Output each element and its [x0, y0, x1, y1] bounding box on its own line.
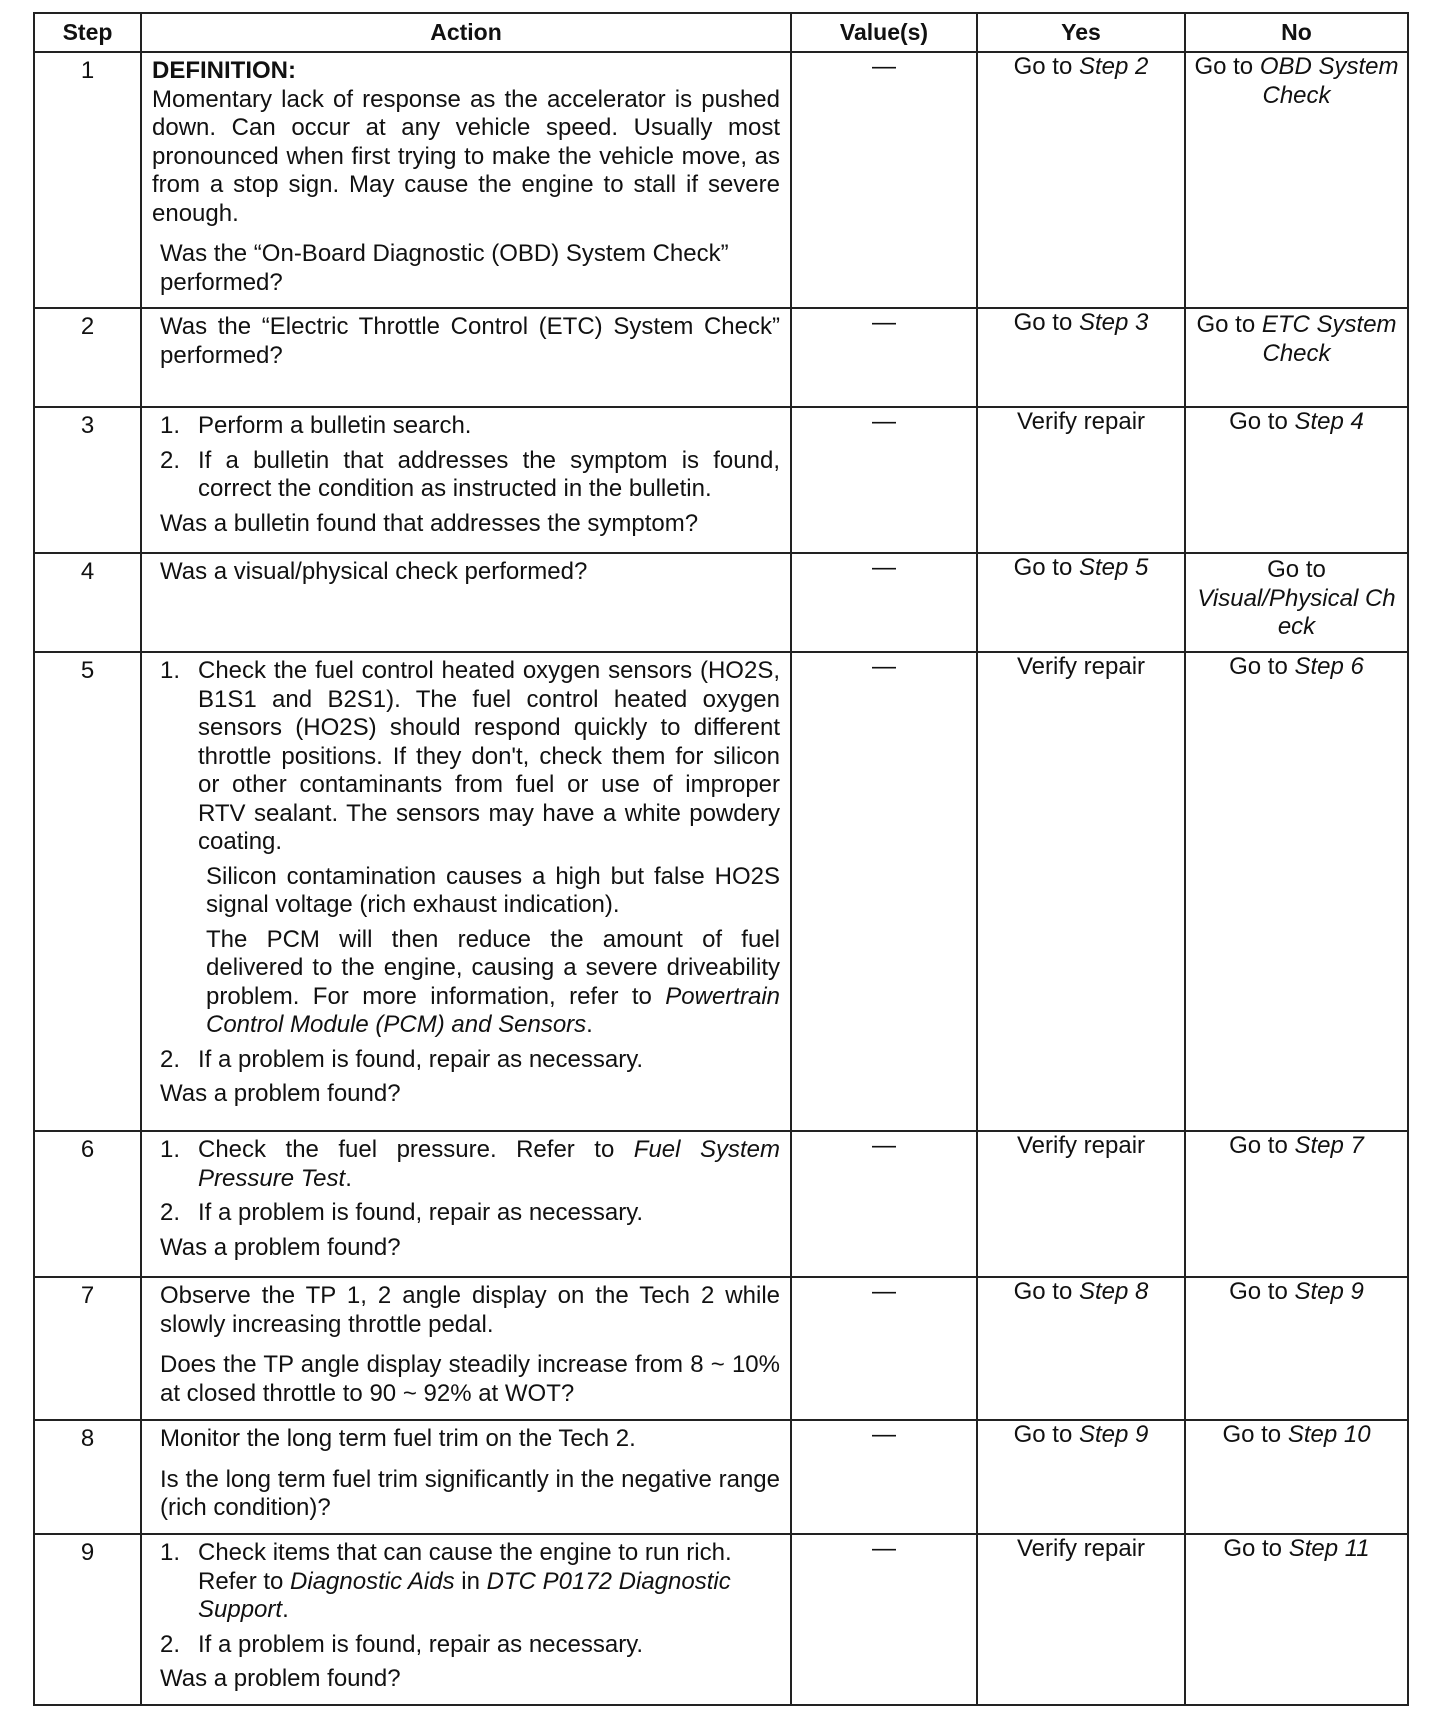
no-cell: [1185, 553, 1408, 652]
item-text: Check items that can cause the engine to run rich. Refer to: [198, 1539, 732, 1595]
no-link[interactable]: Step 9: [1294, 1278, 1364, 1305]
item-end: .: [282, 1596, 289, 1623]
table-row: [34, 407, 1408, 553]
instruction-text: Monitor the long term fuel trim on the Tech 2.: [160, 1425, 636, 1452]
no-cell: [1185, 1534, 1408, 1705]
no-link[interactable]: Step 4: [1294, 408, 1364, 435]
action-cell: [141, 1131, 791, 1277]
no-link[interactable]: Step 10: [1287, 1421, 1371, 1448]
no-link[interactable]: ETC System Check: [1261, 311, 1397, 367]
step-number: 5: [34, 652, 141, 1131]
list-number: 2.: [160, 1045, 181, 1073]
reference-link[interactable]: Powertrain Control Module (PCM) and Sensors: [206, 982, 780, 1038]
step-number: 7: [34, 1277, 141, 1420]
step-number: 1: [34, 52, 141, 308]
no-cell: [1185, 52, 1408, 308]
action-cell: [141, 308, 791, 407]
action-cell: [141, 52, 791, 308]
question-text: Was a visual/physical check performed?: [160, 558, 588, 585]
table-row: [34, 652, 1408, 1131]
value-cell: —: [791, 1420, 977, 1534]
yes-link[interactable]: Step 3: [1078, 309, 1149, 336]
yes-cell: [977, 1420, 1185, 1534]
list-text: If a problem is found, repair as necessary.: [198, 1045, 644, 1073]
yes-cell: [977, 1277, 1185, 1420]
action-cell: [141, 1534, 791, 1705]
yes-prefix: Go to: [1013, 53, 1079, 80]
list-number: 1.: [160, 1136, 181, 1163]
sub-paragraph: [152, 926, 780, 1040]
list-number: 2.: [160, 1199, 181, 1226]
list-text: [198, 1136, 780, 1193]
diagnostic-table: [33, 12, 1409, 1706]
action-cell: [141, 652, 791, 1131]
yes-cell: [977, 308, 1185, 407]
list-number: 2.: [160, 446, 181, 474]
header-step: Step: [34, 13, 141, 52]
list-text: If a problem is found, repair as necessary.: [198, 1630, 644, 1658]
value-cell: —: [791, 652, 977, 1131]
yes-prefix: Go to: [1013, 554, 1079, 581]
yes-prefix: Go to: [1013, 309, 1079, 336]
list-number: 2.: [160, 1630, 181, 1658]
value-cell: —: [791, 407, 977, 553]
list-item: [160, 657, 780, 857]
step-number: 4: [34, 553, 141, 652]
list-item: [160, 1046, 780, 1075]
yes-link[interactable]: Step 8: [1078, 1278, 1149, 1305]
header-values: Value(s): [791, 13, 977, 52]
header-row: [34, 13, 1408, 52]
list-item: [160, 1136, 780, 1193]
table-row: [34, 308, 1408, 407]
no-cell: [1185, 308, 1408, 407]
instruction-list: [152, 1136, 780, 1228]
list-text: Perform a bulletin search.: [198, 412, 472, 439]
table-row: [34, 1131, 1408, 1277]
yes-cell: [977, 553, 1185, 652]
list-item: [160, 1199, 780, 1228]
table-row: [34, 1277, 1408, 1420]
question-text: Was a bulletin found that addresses the symptom?: [160, 509, 699, 537]
reference-link[interactable]: Fuel System Pressure Test: [198, 1136, 780, 1192]
no-cell: [1185, 1131, 1408, 1277]
no-prefix: Go to: [1194, 53, 1260, 80]
question-text: Was a problem found?: [160, 1080, 401, 1107]
question-text: Was the “Electric Throttle Control (ETC) System Check” performed?: [160, 313, 780, 369]
no-link[interactable]: Step 6: [1294, 653, 1364, 680]
reference-link[interactable]: DTC P0172 Diagnostic Support: [198, 1567, 731, 1623]
item-end: .: [345, 1164, 352, 1192]
list-text: Check the fuel control heated oxygen sensors (HO2S, B1S1 and B2S1). The fuel control heated oxygen sensors (HO2S) should respond quickly to different throttle positions. If they don't, check them for silicon or other contaminants from fuel or use of improper RTV sealant. The sensors may have a white powdery coating.: [198, 657, 780, 855]
item-mid: in: [454, 1567, 487, 1595]
no-prefix: Go to: [1229, 1132, 1295, 1159]
list-text: If a bulletin that addresses the symptom is found, correct the condition as instructed in the bulletin.: [198, 446, 780, 502]
list-number: 1.: [160, 657, 181, 684]
header-action: Action: [141, 13, 791, 52]
yes-cell[interactable]: Verify repair: [977, 1534, 1185, 1705]
yes-prefix: Go to: [1013, 1421, 1079, 1448]
instruction-list: [152, 412, 780, 504]
yes-link[interactable]: Step 9: [1078, 1421, 1149, 1448]
definition-label: DEFINITION:: [152, 57, 296, 84]
sub-paragraph: Silicon contamination causes a high but false HO2S signal voltage (rich exhaust indication).: [206, 862, 780, 918]
value-cell: —: [791, 1534, 977, 1705]
list-text: If a problem is found, repair as necessary.: [198, 1199, 644, 1226]
table-row: [34, 1420, 1408, 1534]
list-item: [160, 447, 780, 504]
item-text: Check the fuel pressure. Refer to: [198, 1136, 634, 1163]
no-link[interactable]: OBD System Check: [1259, 53, 1399, 109]
no-cell: [1185, 1420, 1408, 1534]
step-number: 6: [34, 1131, 141, 1277]
sub-end: .: [586, 1011, 593, 1038]
yes-prefix: Go to: [1013, 1278, 1079, 1305]
no-prefix: Go to: [1223, 1535, 1289, 1562]
definition-text: Momentary lack of response as the accelerator is pushed down. Can occur at any vehicle speed. Usually most pronounced when first trying to make the vehicle move, as from a stop sign. May cause the engine to stall if severe enough.: [152, 85, 780, 227]
list-item: [160, 1539, 780, 1625]
no-prefix: Go to: [1222, 1421, 1288, 1448]
list-item: [160, 1631, 780, 1660]
list-item: [160, 412, 780, 441]
no-cell: [1185, 407, 1408, 553]
table-row: [34, 52, 1408, 308]
yes-cell[interactable]: Verify repair: [977, 407, 1185, 553]
list-text: [198, 1539, 780, 1625]
no-link[interactable]: Step 7: [1294, 1132, 1364, 1159]
instruction-list: [152, 1539, 780, 1659]
no-cell: [1185, 652, 1408, 1131]
action-cell: [141, 1420, 791, 1534]
question-text: Was a problem found?: [160, 1233, 401, 1261]
no-prefix: Go to: [1229, 653, 1295, 680]
value-cell: —: [791, 1277, 977, 1420]
header-no: No: [1185, 13, 1408, 52]
question-text: Does the TP angle display steadily increase from 8 ~ 10% at closed throttle to 90 ~ 92% at WOT?: [160, 1351, 780, 1407]
list-number: 1.: [160, 412, 181, 439]
question-text: Was a problem found?: [160, 1665, 401, 1692]
value-cell: —: [791, 52, 977, 308]
reference-link[interactable]: Diagnostic Aids: [290, 1567, 455, 1595]
list-number: 1.: [160, 1539, 181, 1566]
yes-cell[interactable]: Verify repair: [977, 652, 1185, 1131]
no-prefix: Go to: [1229, 1278, 1295, 1305]
no-link[interactable]: Visual/Physical Check: [1197, 584, 1396, 640]
step-number: 2: [34, 308, 141, 407]
step-number: 9: [34, 1534, 141, 1705]
table-row: [34, 553, 1408, 652]
action-cell: [141, 1277, 791, 1420]
table-row: [34, 1534, 1408, 1705]
step-number: 8: [34, 1420, 141, 1534]
instruction-text: Observe the TP 1, 2 angle display on the Tech 2 while slowly increasing throttle pedal.: [160, 1282, 780, 1338]
no-prefix: Go to: [1229, 408, 1295, 435]
no-link[interactable]: Step 11: [1288, 1535, 1370, 1562]
no-prefix: Go to: [1267, 556, 1326, 583]
question-text: Is the long term fuel trim significantly in the negative range (rich condition)?: [160, 1465, 780, 1521]
instruction-list: [152, 1046, 780, 1075]
no-prefix: Go to: [1196, 311, 1262, 338]
value-cell: —: [791, 1131, 977, 1277]
yes-link[interactable]: Step 2: [1078, 53, 1149, 80]
action-cell: [141, 407, 791, 553]
value-cell: —: [791, 553, 977, 652]
step-number: 3: [34, 407, 141, 553]
sub-text: The PCM will then reduce the amount of fuel delivered to the engine, causing a severe driveability problem. For more information, refer to: [206, 925, 780, 1010]
yes-cell: [977, 52, 1185, 308]
action-cell: [141, 553, 791, 652]
yes-cell[interactable]: Verify repair: [977, 1131, 1185, 1277]
no-cell: [1185, 1277, 1408, 1420]
question-text: Was the “On-Board Diagnostic (OBD) System Check” performed?: [160, 240, 729, 296]
instruction-list: [152, 657, 780, 857]
header-yes: Yes: [977, 13, 1185, 52]
yes-link[interactable]: Step 5: [1078, 554, 1149, 581]
value-cell: —: [791, 308, 977, 407]
